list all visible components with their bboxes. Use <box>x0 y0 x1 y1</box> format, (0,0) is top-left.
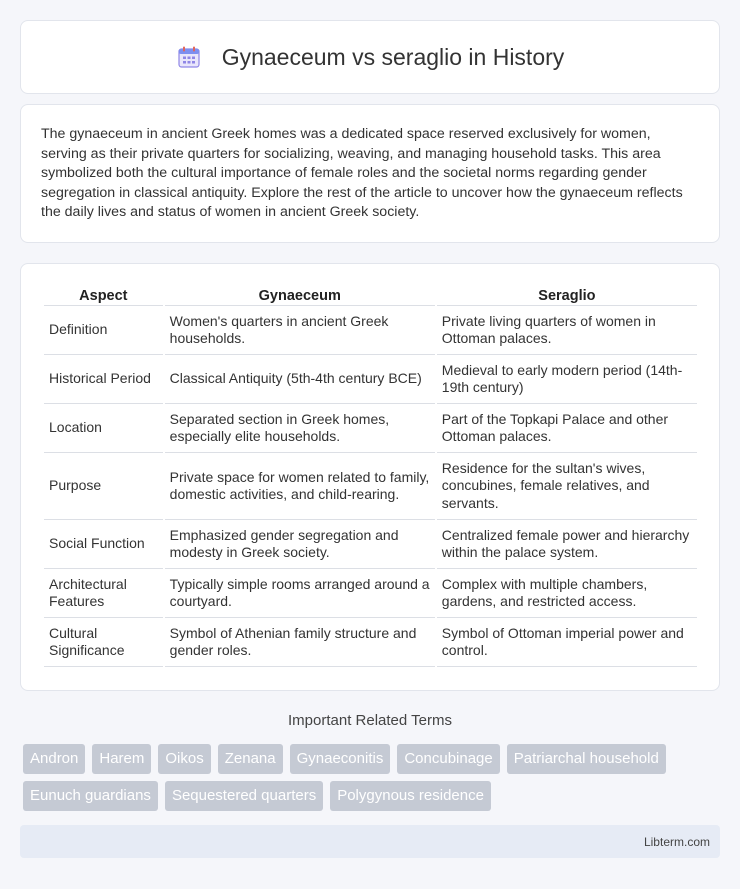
table-row <box>44 520 697 569</box>
row-gynaeceum: Emphasized gender segregation and modesty in Greek society. <box>165 520 435 569</box>
header-gynaeceum: Gynaeceum <box>165 284 435 306</box>
term-tag[interactable]: Patriarchal household <box>507 744 666 774</box>
term-tag[interactable]: Harem <box>92 744 151 774</box>
intro-text: The gynaeceum in ancient Greek homes was a dedicated space reserved exclusively for women, serving as their private quarters for socializing, weaving, and managing household tasks. This area symbolized both the cultural importance of female roles and the societal norms regarding gender segregation in classical antiquity. Explore the rest of the article to uncover how the gynaeceum reflects the daily lives and status of women in ancient Greek society. <box>41 126 683 221</box>
footer-site-link[interactable]: Libterm.com <box>643 834 710 849</box>
related-terms-title: Important Related Terms <box>288 712 452 729</box>
row-seraglio: Complex with multiple chambers, gardens, and restricted access. <box>437 569 697 618</box>
table-row <box>44 569 697 618</box>
term-tag[interactable]: Andron <box>23 744 85 774</box>
table-row <box>44 618 697 667</box>
row-seraglio: Symbol of Ottoman imperial power and control. <box>437 618 697 667</box>
row-gynaeceum: Symbol of Athenian family structure and gender roles. <box>165 618 435 667</box>
header-seraglio: Seraglio <box>437 284 697 306</box>
term-tag[interactable]: Zenana <box>218 744 283 774</box>
page-title: Gynaeceum vs seraglio in History <box>221 43 565 70</box>
table-row <box>44 355 697 404</box>
title-card <box>20 20 720 94</box>
row-aspect: Purpose <box>44 453 163 520</box>
row-gynaeceum: Private space for women related to family, domestic activities, and child-rearing. <box>165 453 435 520</box>
footer <box>20 825 720 858</box>
row-seraglio: Medieval to early modern period (14th-19th century) <box>437 355 697 404</box>
row-gynaeceum: Typically simple rooms arranged around a courtyard. <box>165 569 435 618</box>
comparison-table-card <box>20 263 720 691</box>
header-aspect: Aspect <box>44 284 163 306</box>
row-seraglio: Part of the Topkapi Palace and other Ottoman palaces. <box>437 404 697 453</box>
row-aspect: Definition <box>44 306 163 355</box>
row-aspect: Location <box>44 404 163 453</box>
table-row <box>44 404 697 453</box>
term-tag[interactable]: Sequestered quarters <box>165 781 323 811</box>
table-row <box>44 453 697 520</box>
row-aspect: Architectural Features <box>44 569 163 618</box>
term-tag[interactable]: Concubinage <box>397 744 499 774</box>
related-terms-list <box>23 744 723 811</box>
row-aspect: Cultural Significance <box>44 618 163 667</box>
term-tag[interactable]: Polygynous residence <box>330 781 491 811</box>
row-seraglio: Private living quarters of women in Ottoman palaces. <box>437 306 697 355</box>
intro-card <box>20 104 720 243</box>
row-seraglio: Residence for the sultan's wives, concubines, female relatives, and servants. <box>437 453 697 520</box>
table-row <box>44 306 697 355</box>
row-seraglio: Centralized female power and hierarchy within the palace system. <box>437 520 697 569</box>
row-aspect: Historical Period <box>44 355 163 404</box>
term-tag[interactable]: Oikos <box>158 744 210 774</box>
row-gynaeceum: Separated section in Greek homes, especially elite households. <box>165 404 435 453</box>
row-aspect: Social Function <box>44 520 163 569</box>
row-gynaeceum: Women's quarters in ancient Greek households. <box>165 306 435 355</box>
row-gynaeceum: Classical Antiquity (5th-4th century BCE) <box>165 355 435 404</box>
term-tag[interactable]: Gynaeconitis <box>290 744 391 774</box>
term-tag[interactable]: Eunuch guardians <box>23 781 158 811</box>
calendar-icon <box>176 44 202 70</box>
comparison-table <box>42 284 699 667</box>
table-header-row <box>44 284 697 306</box>
